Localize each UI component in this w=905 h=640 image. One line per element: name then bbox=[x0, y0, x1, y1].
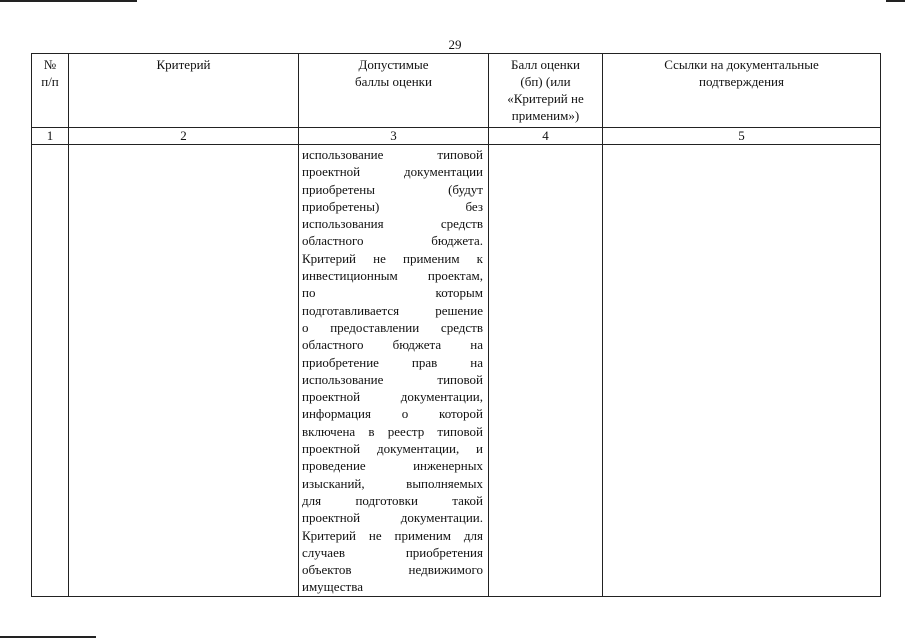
scan-mark-top-left bbox=[0, 0, 137, 2]
row-allowed-scores-cell bbox=[299, 145, 489, 597]
header-references bbox=[603, 54, 881, 128]
allowed-scores-line: включена в реестр типовой bbox=[302, 423, 483, 439]
column-number-2: 2 bbox=[69, 128, 299, 145]
allowed-scores-line: по которым bbox=[302, 285, 483, 301]
table-header-row bbox=[32, 54, 881, 128]
allowed-scores-line: объектов недвижимого bbox=[302, 562, 483, 578]
allowed-scores-line: Критерий не применим для bbox=[302, 527, 483, 543]
page-number: 29 bbox=[448, 37, 462, 52]
row-number-cell bbox=[32, 145, 69, 597]
allowed-scores-line: изысканий, выполняемых bbox=[302, 475, 483, 491]
header-allowed-scores-text: Допустимые баллы оценки bbox=[355, 57, 432, 89]
header-score bbox=[489, 54, 603, 128]
allowed-scores-line: имущества bbox=[302, 579, 363, 595]
column-number-row bbox=[32, 128, 881, 145]
row-score-cell bbox=[489, 145, 603, 597]
header-score-text: Балл оценки (бп) (или «Критерий не применим») bbox=[507, 57, 584, 123]
allowed-scores-line: использование типовой bbox=[302, 147, 483, 162]
allowed-scores-line: областного бюджета на bbox=[302, 337, 483, 353]
allowed-scores-line: проектной документации, bbox=[302, 389, 483, 405]
scan-mark-top-right bbox=[886, 0, 905, 2]
allowed-scores-line: проектной документации. bbox=[302, 510, 483, 526]
row-criterion-cell bbox=[69, 145, 299, 597]
criteria-table bbox=[31, 53, 881, 597]
column-number-3: 3 bbox=[299, 128, 489, 145]
header-criterion bbox=[69, 54, 299, 128]
header-references-text: Ссылки на документальные подтверждения bbox=[664, 57, 819, 89]
allowed-scores-line: использование типовой bbox=[302, 371, 483, 387]
allowed-scores-line: подготавливается решение bbox=[302, 302, 483, 318]
allowed-scores-line: использования средств bbox=[302, 216, 483, 232]
column-number-5: 5 bbox=[603, 128, 881, 145]
allowed-scores-line: случаев приобретения bbox=[302, 544, 483, 560]
row-references-cell bbox=[603, 145, 881, 597]
column-number-1: 1 bbox=[32, 128, 69, 145]
allowed-scores-line: приобретение прав на bbox=[302, 354, 483, 370]
allowed-scores-line: информация о которой bbox=[302, 406, 483, 422]
table-row bbox=[32, 145, 881, 597]
header-criterion-text: Критерий bbox=[156, 57, 211, 72]
header-number-text: № п/п bbox=[41, 57, 59, 89]
allowed-scores-line: о предоставлении средств bbox=[302, 319, 483, 335]
allowed-scores-line: областного бюджета. bbox=[302, 233, 483, 249]
allowed-scores-line: приобретены) без bbox=[302, 198, 483, 214]
allowed-scores-line: проектной документации bbox=[302, 164, 483, 180]
column-number-4: 4 bbox=[489, 128, 603, 145]
allowed-scores-line: проведение инженерных bbox=[302, 458, 483, 474]
allowed-scores-line: приобретены (будут bbox=[302, 181, 483, 197]
header-allowed-scores bbox=[299, 54, 489, 128]
allowed-scores-line: проектной документации, и bbox=[302, 441, 483, 457]
scan-mark-bottom-left bbox=[0, 636, 96, 638]
allowed-scores-line: для подготовки такой bbox=[302, 492, 483, 508]
allowed-scores-line: Критерий не применим к bbox=[302, 250, 483, 266]
header-number bbox=[32, 54, 69, 128]
allowed-scores-line: инвестиционным проектам, bbox=[302, 268, 483, 284]
allowed-scores-text bbox=[302, 146, 483, 596]
